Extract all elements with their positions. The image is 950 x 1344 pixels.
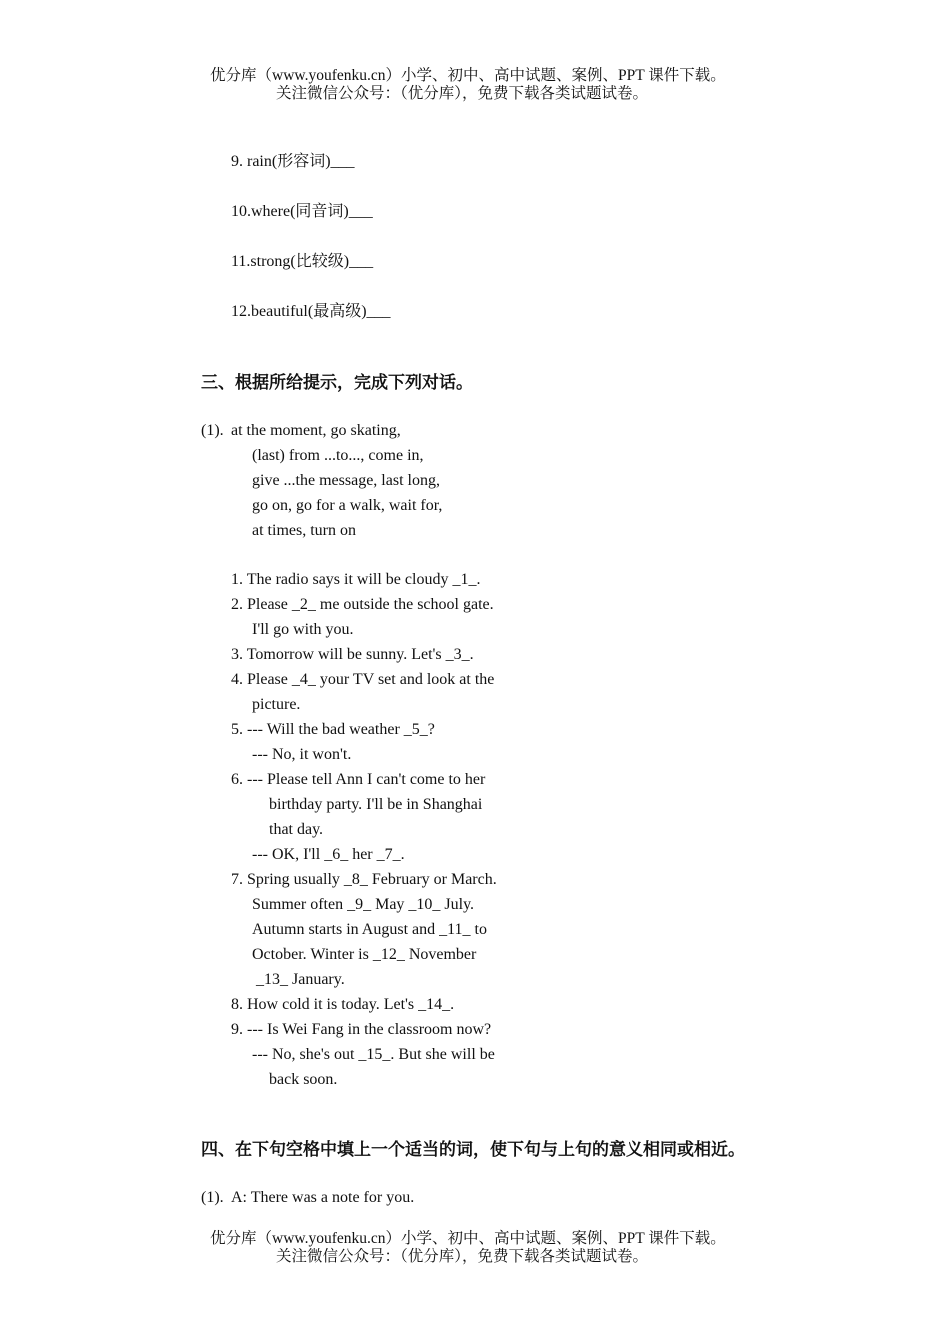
question-line: --- No, it won't.: [252, 746, 352, 763]
item-10: 10.where(同音词)___: [231, 203, 373, 220]
question-line: I'll go with you.: [252, 621, 354, 638]
question-line: _13_ January.: [256, 971, 345, 988]
header-line-1: 优分库（www.youfenku.cn）小学、初中、高中试题、案例、PPT 课件下载。: [210, 67, 726, 84]
question-line: --- OK, I'll _6_ her _7_.: [252, 846, 405, 863]
footer-line-1: 优分库（www.youfenku.cn）小学、初中、高中试题、案例、PPT 课件下载。: [210, 1230, 726, 1247]
part-label: (1).: [201, 1189, 224, 1206]
question-line: 3. Tomorrow will be sunny. Let's _3_.: [231, 646, 474, 663]
question-line: 8. How cold it is today. Let's _14_.: [231, 996, 455, 1013]
question-line: 7. Spring usually _8_ February or March.: [231, 871, 497, 888]
question-line: 5. --- Will the bad weather _5_?: [231, 721, 435, 738]
hint-line: at the moment, go skating,: [231, 422, 401, 439]
question-line: that day.: [269, 821, 324, 838]
question-line: --- No, she's out _15_. But she will be: [252, 1046, 495, 1063]
question-line: 9. --- Is Wei Fang in the classroom now?: [231, 1021, 492, 1038]
question-line: 4. Please _4_ your TV set and look at the: [231, 671, 495, 688]
question-line: Autumn starts in August and _11_ to: [252, 921, 487, 938]
question-line: 2. Please _2_ me outside the school gate.: [231, 596, 494, 613]
hint-line: at times, turn on: [252, 522, 356, 539]
question-line: 1. The radio says it will be cloudy _1_.: [231, 571, 481, 588]
item-11: 11.strong(比较级)___: [231, 253, 374, 270]
hint-line: (last) from ...to..., come in,: [252, 447, 424, 464]
question-line: 6. --- Please tell Ann I can't come to her: [231, 771, 486, 788]
section4-title: 四、在下句空格中填上一个适当的词，使下句与上句的意义相同或相近。: [201, 1140, 745, 1160]
hint-line: give ...the message, last long,: [252, 472, 440, 489]
section3-title: 三、根据所给提示，完成下列对话。: [201, 373, 473, 393]
question-line: birthday party. I'll be in Shanghai: [269, 796, 483, 813]
question-line: A: There was a note for you.: [231, 1189, 415, 1206]
item-12: 12.beautiful(最高级)___: [231, 303, 391, 320]
question-line: picture.: [252, 696, 301, 713]
footer-line-2: 关注微信公众号：（优分库），免费下载各类试题试卷。: [276, 1248, 649, 1265]
part-label: (1).: [201, 422, 224, 439]
question-line: October. Winter is _12_ November: [252, 946, 477, 963]
question-line: back soon.: [269, 1071, 338, 1088]
hint-line: go on, go for a walk, wait for,: [252, 497, 443, 514]
item-9: 9. rain(形容词)___: [231, 153, 355, 170]
header-line-2: 关注微信公众号：（优分库），免费下载各类试题试卷。: [276, 85, 649, 102]
question-line: Summer often _9_ May _10_ July.: [252, 896, 475, 913]
